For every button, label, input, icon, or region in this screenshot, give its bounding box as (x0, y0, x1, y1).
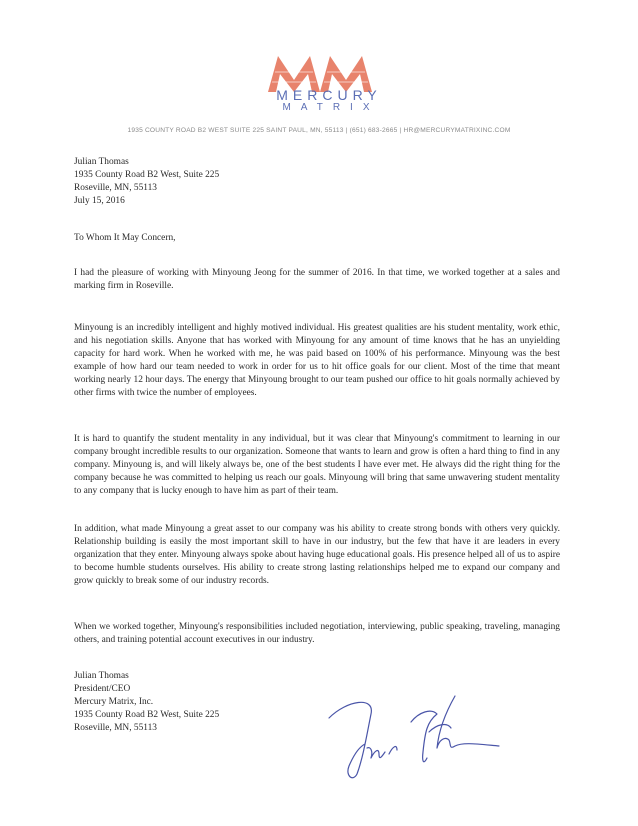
mm-logo-icon (268, 52, 372, 92)
sender-street: 1935 County Road B2 West, Suite 225 (74, 170, 220, 180)
closing-title: President/CEO (74, 684, 131, 694)
closing-name: Julian Thomas (74, 671, 129, 681)
paragraph-intro: I had the pleasure of working with Minyoung Jeong for the summer of 2016. In that time, we worked together at a sales and marking firm in Roseville. (74, 268, 560, 292)
paragraph-student-mentality: It is hard to quantify the student mentality in any individual, but it was clear that Minyoung's commitment to learning in our company brought incredible results to our organization. Someone that wants to learn and grow is often a hard thing to find in any company. Minyoung is, and will likely always be, one of the best students I have ever met. He always did the right thing for the company because he was committed to helping us reach our goals. Minyoung will bring that same unwavering student mentality to any company that is lucky enough to have him as part of their team. (74, 434, 560, 497)
letterhead-address: 1935 COUNTY ROAD B2 WEST SUITE 225 SAINT PAUL, MN, 55113 | (651) 683-2665 | HR@MERCURYMATRIXINC.COM (127, 127, 511, 134)
brand-top: MERCURY (276, 87, 382, 103)
letter-date: July 15, 2016 (74, 196, 125, 206)
brand-bottom: MATRIX (282, 102, 380, 113)
paragraph-qualities: Minyoung is an incredibly intelligent and highly motived individual. His greatest qualities are his student mentality, work ethic, and his negotiation skills. Anyone that has worked with Minyoung for any amount of time knows that he has an unyielding capacity for hard work. When he worked with me, he was paid based on 100% of his performance. Minyoung was the best example of how hard our team needed to work in order for us to hit office goals for our client. Most of the time that meant working nearly 12 hour days. The energy that Minyoung brought to our team pushed our office to hit goals normally achieved by other firms with twice the number of employees. (74, 323, 560, 399)
handwritten-signature (327, 688, 503, 784)
closing-street: 1935 County Road B2 West, Suite 225 (74, 710, 220, 720)
paragraph-responsibilities: When we worked together, Minyoung's responsibilities included negotiation, interviewing, public speaking, traveling, managing others, and training potential account executives in our industry. (74, 622, 560, 646)
closing-company: Mercury Matrix, Inc. (74, 697, 154, 707)
salutation: To Whom It May Concern, (74, 233, 176, 243)
paragraph-relationships: In addition, what made Minyoung a great asset to our company was his ability to create strong bonds with others very quickly. Relationship building is easily the most important skill to have in our industry, but the few that have it are leaders in every organization that they enter. Minyoung always spoke about having huge educational goals. His presence helped all of us to aspire to become humble students ourselves. His ability to create strong lasting relationships helped me to expand our company and grow quickly to break some of our industry records. (74, 524, 560, 587)
sender-city: Roseville, MN, 55113 (74, 183, 157, 193)
closing-city: Roseville, MN, 55113 (74, 723, 157, 733)
sender-name: Julian Thomas (74, 157, 129, 167)
brand-name (258, 88, 382, 114)
company-logo (258, 52, 382, 122)
